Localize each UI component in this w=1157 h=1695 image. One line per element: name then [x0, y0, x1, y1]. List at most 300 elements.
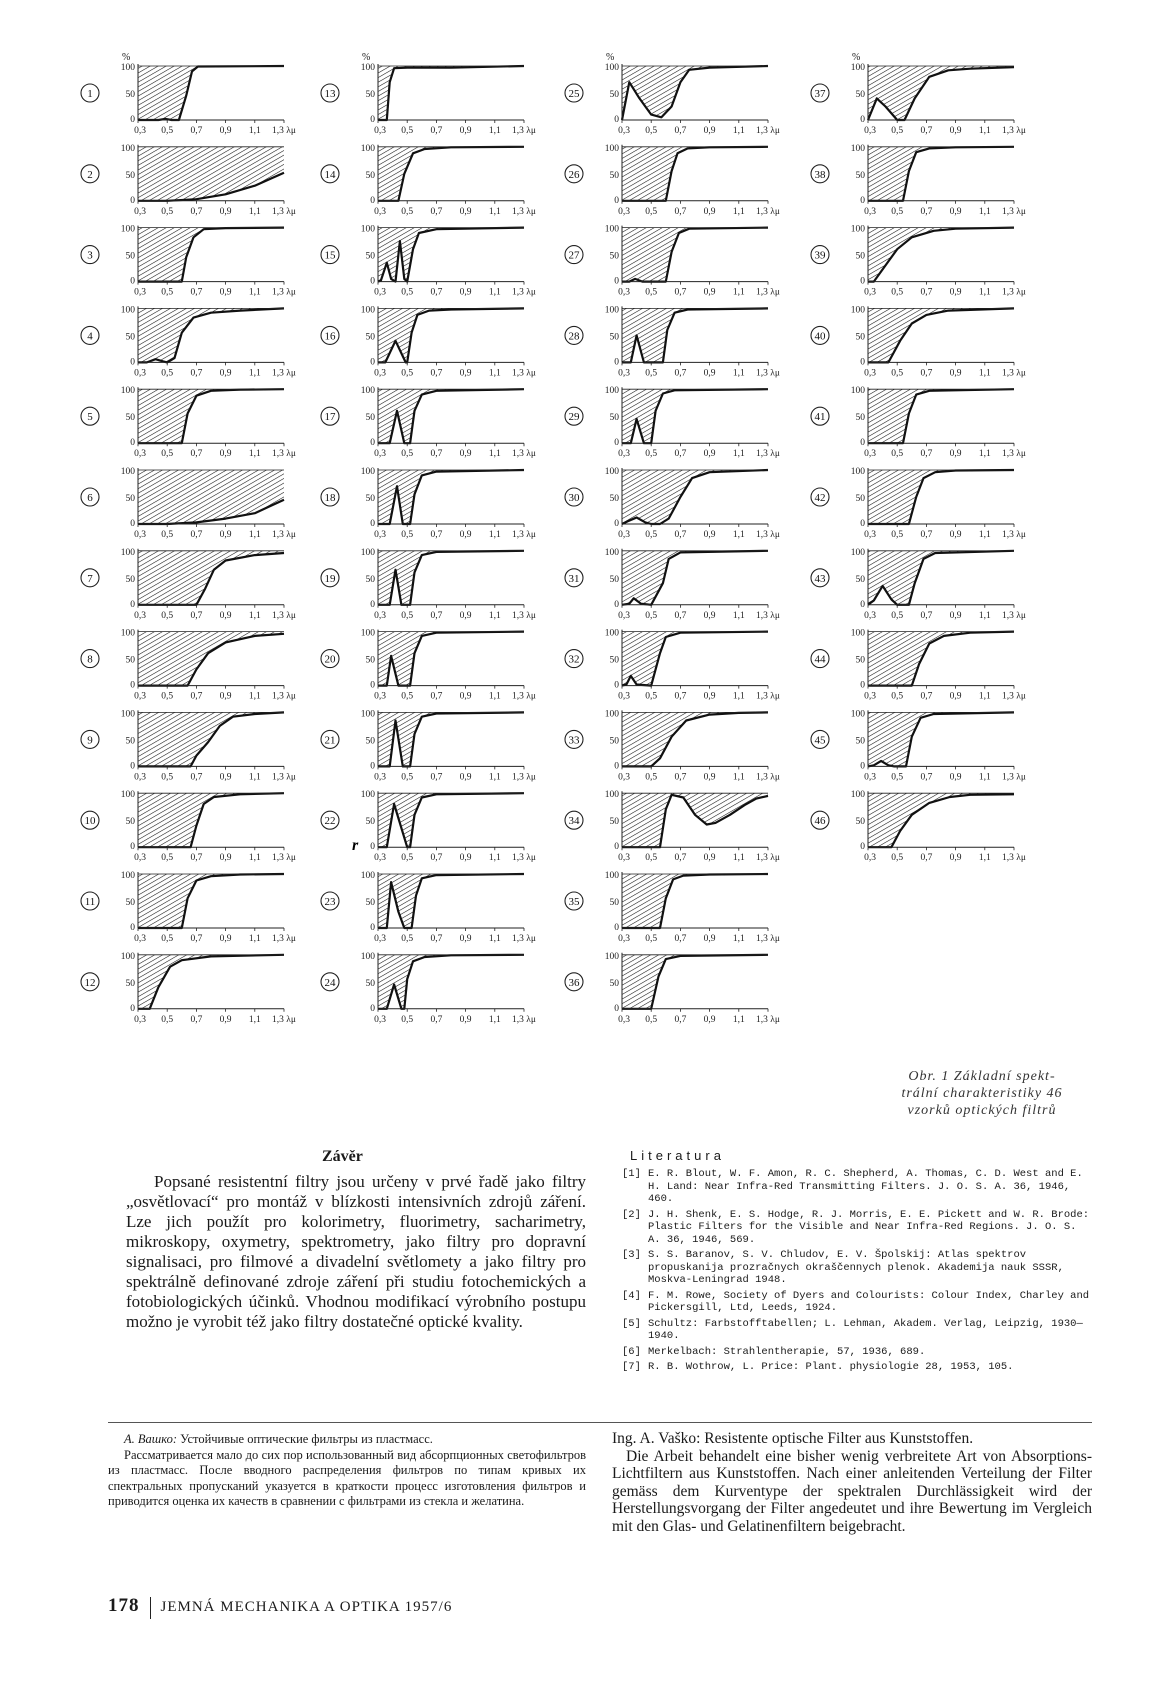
y-tick-label: 100	[360, 386, 375, 397]
x-tick-label: 0,5	[645, 530, 658, 540]
series-number: 17	[324, 411, 336, 424]
y-tick-label: 100	[360, 63, 375, 73]
x-tick-label: 0,3	[618, 449, 630, 460]
x-tick-label: 1,3 λμ	[1002, 691, 1026, 702]
y-tick-label: 0	[130, 842, 135, 853]
x-tick-label: 0,9	[459, 287, 472, 298]
reference-number: [3]	[622, 1249, 641, 1261]
x-tick-label: 1,1	[248, 206, 261, 217]
reference-item	[622, 1209, 1092, 1247]
series-number: 44	[814, 653, 826, 666]
y-tick-label: 50	[855, 413, 865, 424]
y-tick-label: 0	[130, 599, 135, 610]
y-tick-label: 0	[860, 438, 865, 449]
y-tick-label: 100	[604, 951, 619, 962]
x-tick-label: 0,3	[864, 853, 876, 864]
absorption-area	[378, 712, 524, 766]
x-tick-label: 0,9	[703, 934, 716, 944]
y-tick-label: 50	[609, 90, 619, 100]
x-tick-label: 0,9	[219, 287, 232, 298]
absorption-area	[868, 389, 1014, 443]
abstract-russian	[108, 1432, 586, 1510]
x-tick-label: 1,3 λμ	[756, 368, 780, 379]
filter-chart-41	[811, 386, 1026, 459]
filter-chart-16	[321, 305, 536, 378]
x-tick-label: 0,5	[161, 530, 174, 540]
series-number: 41	[814, 411, 826, 424]
reference-text: R. B. Wothrow, L. Price: Plant. physiologie 28, 1953, 105.	[648, 1361, 1014, 1373]
y-tick-label: 50	[609, 170, 619, 181]
reference-number: [5]	[622, 1317, 641, 1330]
x-tick-label: 0,9	[459, 530, 472, 540]
x-tick-label: 0,5	[891, 206, 904, 217]
y-tick-label: 50	[609, 574, 619, 585]
y-tick-label: 100	[360, 709, 375, 720]
x-tick-label: 0,5	[645, 126, 658, 136]
x-tick-label: 0,7	[920, 368, 933, 379]
x-tick-label: 1,1	[248, 610, 261, 621]
series-number: 46	[814, 815, 826, 828]
zaver-paragraph: Popsané resistentní filtry jsou určeny v prvé řadě jako filtry „osvětlovací“ pro montáž v blízkosti intensivních zdrojů záření. Lze jich použít pro kolorimetry, fluorimetry, sacharimetry, mikroskopy, oxymetry, spektrometry, jako filtry pro dopravní signalisaci, pro filmové a divadelní světlomety a jako filtry pro spektrálně definované zdroje záření při studiu fotochemických a fotobiologických účinků. Vhodnou modifikací výrobního postupu možno je vyrobit též jako filtry dostatečné optické kvality.	[126, 1172, 586, 1331]
x-tick-label: 0,3	[134, 368, 146, 379]
x-tick-label: 0,9	[459, 772, 472, 783]
series-number: 24	[324, 976, 336, 989]
series-number: 3	[87, 249, 93, 262]
x-tick-label: 1,1	[732, 1014, 745, 1025]
y-tick-label: 100	[850, 467, 865, 477]
x-tick-label: 0,7	[430, 449, 443, 460]
y-tick-label: 0	[860, 195, 865, 206]
absorption-area	[378, 874, 524, 928]
y-tick-label: 100	[604, 143, 619, 154]
x-tick-label: 1,3 λμ	[272, 610, 296, 621]
x-tick-label: 0,9	[219, 368, 232, 379]
absorption-area	[868, 228, 1014, 282]
y-tick-label: 50	[855, 655, 865, 666]
y-tick-label: 0	[614, 761, 619, 772]
x-tick-label: 0,7	[674, 287, 687, 298]
x-tick-label: 0,3	[134, 206, 146, 217]
x-tick-label: 0,5	[401, 610, 414, 621]
x-tick-label: 1,1	[732, 126, 745, 136]
x-tick-label: 1,1	[488, 126, 501, 136]
y-tick-label: 100	[604, 709, 619, 720]
x-tick-label: 1,1	[488, 691, 501, 702]
y-tick-label: 100	[120, 628, 135, 639]
x-tick-label: 0,3	[618, 126, 630, 136]
y-tick-label: 0	[370, 1003, 375, 1014]
x-tick-label: 1,1	[488, 934, 501, 944]
x-tick-label: 0,7	[920, 449, 933, 460]
x-tick-label: 0,5	[401, 368, 414, 379]
series-number: 39	[814, 249, 826, 262]
x-tick-label: 0,7	[674, 126, 687, 136]
filter-chart-34	[565, 790, 780, 863]
series-number: 9	[87, 734, 93, 747]
x-tick-label: 0,9	[949, 368, 962, 379]
y-tick-label: 0	[370, 438, 375, 449]
absorption-area	[138, 389, 284, 443]
series-number: 25	[568, 88, 580, 100]
x-tick-label: 0,3	[374, 1014, 386, 1025]
reference-number: [4]	[622, 1289, 641, 1302]
x-tick-label: 1,3 λμ	[512, 1014, 536, 1025]
filter-chart-29	[565, 386, 780, 459]
x-tick-label: 1,1	[248, 126, 261, 136]
stray-mark: r	[352, 837, 359, 854]
x-tick-label: 0,7	[674, 368, 687, 379]
x-tick-label: 0,9	[219, 772, 232, 783]
y-tick-label: 50	[365, 90, 375, 100]
x-tick-label: 0,9	[219, 934, 232, 944]
filter-chart-9	[81, 709, 296, 782]
x-tick-label: 1,3 λμ	[756, 934, 780, 944]
footer-divider	[150, 1597, 151, 1619]
series-number: 7	[87, 572, 93, 585]
reference-item	[622, 1168, 1092, 1206]
x-tick-label: 1,1	[488, 1014, 501, 1025]
x-tick-label: 0,5	[891, 287, 904, 298]
x-tick-label: 0,3	[618, 206, 630, 217]
x-tick-label: 0,7	[190, 610, 203, 621]
y-tick-label: 50	[609, 251, 619, 262]
y-tick-label: 0	[860, 599, 865, 610]
x-tick-label: 0,7	[920, 287, 933, 298]
x-tick-label: 1,1	[488, 772, 501, 783]
series-number: 26	[568, 168, 580, 181]
x-tick-label: 0,9	[703, 368, 716, 379]
absorption-area	[868, 632, 1014, 686]
x-tick-label: 0,5	[891, 126, 904, 136]
x-tick-label: 0,5	[891, 691, 904, 702]
x-tick-label: 0,9	[219, 530, 232, 540]
x-tick-label: 0,5	[161, 772, 174, 783]
absorption-area	[868, 470, 1014, 524]
y-tick-label: 50	[125, 332, 135, 343]
x-tick-label: 0,7	[674, 1014, 687, 1025]
filter-chart-26	[565, 144, 780, 217]
x-tick-label: 1,3 λμ	[512, 691, 536, 702]
y-tick-label: 50	[125, 251, 135, 262]
x-tick-label: 1,3 λμ	[1002, 530, 1026, 540]
x-tick-label: 0,9	[703, 610, 716, 621]
x-tick-label: 0,5	[645, 691, 658, 702]
y-tick-label: 50	[609, 494, 619, 504]
y-tick-label: 50	[855, 736, 865, 747]
x-tick-label: 0,3	[618, 691, 630, 702]
x-tick-label: 0,3	[374, 772, 386, 783]
x-tick-label: 0,7	[920, 772, 933, 783]
x-tick-label: 1,1	[732, 610, 745, 621]
x-tick-label: 0,5	[161, 853, 174, 864]
x-tick-label: 1,1	[732, 368, 745, 379]
x-tick-label: 1,3 λμ	[272, 206, 296, 217]
x-tick-label: 0,9	[459, 449, 472, 460]
absorption-area	[378, 389, 524, 443]
x-tick-label: 0,7	[430, 691, 443, 702]
filter-chart-19	[321, 548, 536, 621]
filter-chart-5	[81, 386, 296, 459]
reference-text: Schultz: Farbstofftabellen; L. Lehman, Akadem. Verlag, Leipzig, 1930—1940.	[648, 1317, 1083, 1342]
percent-label: %	[852, 52, 861, 63]
y-tick-label: 100	[850, 547, 865, 558]
x-tick-label: 0,9	[219, 449, 232, 460]
y-tick-label: 50	[365, 332, 375, 343]
y-tick-label: 100	[360, 871, 375, 881]
series-number: 32	[568, 653, 580, 666]
section-body-zaver	[126, 1172, 586, 1332]
y-tick-label: 0	[370, 519, 375, 529]
y-tick-label: 0	[370, 115, 375, 125]
x-tick-label: 0,3	[134, 772, 146, 783]
absorption-area	[622, 874, 768, 928]
x-tick-label: 0,5	[645, 1014, 658, 1025]
x-tick-label: 0,3	[864, 610, 876, 621]
absorption-area	[378, 632, 524, 686]
y-tick-label: 100	[120, 871, 135, 881]
x-tick-label: 0,3	[374, 126, 386, 136]
x-tick-label: 0,7	[190, 368, 203, 379]
x-tick-label: 0,7	[674, 449, 687, 460]
percent-label: %	[606, 52, 615, 63]
section-title-zaver: Závěr	[322, 1148, 363, 1165]
filter-chart-7	[81, 548, 296, 621]
x-tick-label: 0,5	[161, 449, 174, 460]
x-tick-label: 0,9	[219, 691, 232, 702]
y-tick-label: 50	[125, 170, 135, 181]
absorption-area	[138, 147, 284, 201]
x-tick-label: 1,1	[978, 126, 991, 136]
x-tick-label: 1,3 λμ	[512, 449, 536, 460]
series-number: 19	[324, 572, 336, 585]
y-tick-label: 0	[370, 195, 375, 206]
y-tick-label: 50	[365, 978, 375, 989]
x-tick-label: 0,7	[430, 126, 443, 136]
x-tick-label: 0,7	[190, 691, 203, 702]
x-tick-label: 1,1	[248, 691, 261, 702]
x-tick-label: 1,3 λμ	[756, 126, 780, 136]
x-tick-label: 1,1	[732, 206, 745, 217]
y-tick-label: 0	[130, 923, 135, 933]
x-tick-label: 1,3 λμ	[756, 691, 780, 702]
filter-chart-45	[811, 709, 1026, 782]
absorption-area	[378, 308, 524, 362]
series-number: 27	[568, 249, 580, 262]
x-tick-label: 0,7	[674, 206, 687, 217]
y-tick-label: 50	[855, 251, 865, 262]
filter-chart-6	[81, 467, 296, 540]
reference-item	[622, 1290, 1092, 1315]
y-tick-label: 50	[125, 898, 135, 908]
x-tick-label: 0,9	[703, 853, 716, 864]
series-number: 15	[324, 249, 336, 262]
x-tick-label: 0,3	[864, 530, 876, 540]
x-tick-label: 0,9	[219, 206, 232, 217]
absorption-area	[868, 712, 1014, 766]
x-tick-label: 0,5	[401, 853, 414, 864]
x-tick-label: 1,3 λμ	[512, 530, 536, 540]
page-number: 178	[108, 1595, 140, 1616]
y-tick-label: 0	[130, 195, 135, 206]
x-tick-label: 0,3	[134, 853, 146, 864]
x-tick-label: 1,3 λμ	[1002, 610, 1026, 621]
series-number: 18	[324, 492, 336, 504]
x-tick-label: 0,7	[190, 449, 203, 460]
abstract-ru-body: Рассматривается мало до сих пор использованный вид абсорпционных светофильтров из пластмасс. После вводного распределения фильтров по типам кривых их спектральных пропусканий указуется в краткости процесс изготовления фильтров и приводится оценка их качеств в сравнении с фильтрами из стекла и желатина.	[108, 1447, 586, 1508]
y-tick-label: 100	[120, 547, 135, 558]
y-tick-label: 0	[614, 680, 619, 691]
y-tick-label: 100	[120, 63, 135, 73]
x-tick-label: 0,7	[190, 934, 203, 944]
x-tick-label: 0,3	[134, 126, 146, 136]
x-tick-label: 0,3	[618, 1014, 630, 1025]
x-tick-label: 0,3	[864, 449, 876, 460]
x-tick-label: 0,5	[401, 530, 414, 540]
x-tick-label: 1,1	[488, 853, 501, 864]
absorption-area	[622, 551, 768, 605]
x-tick-label: 1,3 λμ	[1002, 449, 1026, 460]
series-number: 35	[568, 896, 580, 908]
x-tick-label: 1,3 λμ	[1002, 368, 1026, 379]
y-tick-label: 50	[855, 90, 865, 100]
reference-text: S. S. Baranov, S. V. Chludov, E. V. Špolskij: Atlas spektrov propuskanija prozračnych okraščennych plenok. Akademija nauk SSSR, Moskva-Leningrad 1948.	[648, 1249, 1064, 1286]
x-tick-label: 0,9	[949, 610, 962, 621]
page-footer	[108, 1595, 452, 1619]
reference-text: E. R. Blout, W. F. Amon, R. C. Shepherd, A. Thomas, C. D. West and E. H. Land: Near Infra-Red Transmitting Filters. J. O. S. A. 36, 1946, 460.	[648, 1168, 1083, 1205]
x-tick-label: 0,7	[920, 126, 933, 136]
x-tick-label: 0,3	[864, 368, 876, 379]
x-tick-label: 1,1	[978, 530, 991, 540]
filter-chart-27	[565, 225, 780, 298]
x-tick-label: 1,1	[978, 206, 991, 217]
series-number: 31	[568, 572, 580, 585]
y-tick-label: 50	[125, 817, 135, 828]
y-tick-label: 100	[850, 790, 865, 801]
reference-text: Merkelbach: Strahlentherapie, 57, 1936, 689.	[648, 1345, 926, 1358]
x-tick-label: 1,3 λμ	[512, 934, 536, 944]
figure-caption	[872, 1068, 1092, 1119]
y-tick-label: 0	[130, 1003, 135, 1014]
x-tick-label: 0,5	[161, 691, 174, 702]
x-tick-label: 1,1	[488, 287, 501, 298]
y-tick-label: 100	[120, 951, 135, 962]
y-tick-label: 50	[125, 90, 135, 100]
x-tick-label: 0,5	[891, 610, 904, 621]
x-tick-label: 1,1	[978, 772, 991, 783]
x-tick-label: 1,3 λμ	[512, 126, 536, 136]
abstract-ru-title: Устойчивые оптические фильтры из пластмасс.	[177, 1432, 433, 1446]
x-tick-label: 1,3 λμ	[756, 610, 780, 621]
x-tick-label: 0,7	[430, 206, 443, 217]
series-number: 11	[84, 896, 96, 908]
absorption-area	[622, 147, 768, 201]
filter-chart-8	[81, 629, 296, 702]
y-tick-label: 100	[360, 790, 375, 801]
x-tick-label: 0,9	[459, 126, 472, 136]
series-number: 4	[87, 330, 93, 343]
y-tick-label: 50	[125, 574, 135, 585]
y-tick-label: 100	[604, 63, 619, 73]
x-tick-label: 0,7	[920, 530, 933, 540]
x-tick-label: 1,3 λμ	[756, 287, 780, 298]
y-tick-label: 0	[614, 923, 619, 933]
x-tick-label: 0,5	[891, 449, 904, 460]
x-tick-label: 0,7	[190, 287, 203, 298]
x-tick-label: 1,1	[978, 449, 991, 460]
x-tick-label: 0,5	[645, 610, 658, 621]
absorption-area	[622, 793, 768, 847]
x-tick-label: 1,3 λμ	[1002, 126, 1026, 136]
x-tick-label: 0,9	[703, 772, 716, 783]
x-tick-label: 0,9	[949, 287, 962, 298]
x-tick-label: 0,3	[374, 610, 386, 621]
x-tick-label: 0,5	[645, 853, 658, 864]
series-number: 36	[568, 976, 580, 989]
filter-chart-40	[811, 305, 1026, 378]
x-tick-label: 1,3 λμ	[512, 206, 536, 217]
filter-chart-1	[81, 52, 296, 136]
y-tick-label: 0	[614, 357, 619, 368]
x-tick-label: 0,5	[161, 126, 174, 136]
x-tick-label: 0,5	[401, 449, 414, 460]
x-tick-label: 0,5	[891, 853, 904, 864]
series-number: 12	[84, 976, 96, 989]
y-tick-label: 100	[604, 547, 619, 558]
series-number: 22	[324, 815, 336, 828]
x-tick-label: 0,5	[645, 287, 658, 298]
journal-name: JEMNÁ MECHANIKA A OPTIKA 1957/6	[160, 1599, 453, 1615]
x-tick-label: 0,7	[190, 126, 203, 136]
y-tick-label: 0	[614, 195, 619, 206]
y-tick-label: 100	[360, 224, 375, 235]
absorption-area	[868, 147, 1014, 201]
reference-number: [6]	[622, 1345, 641, 1358]
absorption-area	[622, 228, 768, 282]
x-tick-label: 0,3	[134, 934, 146, 944]
x-tick-label: 1,3 λμ	[272, 772, 296, 783]
x-tick-label: 1,1	[978, 691, 991, 702]
absorption-area	[138, 874, 284, 928]
series-number: 1	[87, 88, 93, 100]
series-number: 14	[324, 168, 336, 181]
absorption-area	[138, 955, 284, 1009]
series-number: 10	[84, 815, 96, 828]
filter-chart-28	[565, 305, 780, 378]
x-tick-label: 0,7	[430, 530, 443, 540]
y-tick-label: 50	[125, 494, 135, 504]
y-tick-label: 0	[370, 761, 375, 772]
x-tick-label: 0,5	[645, 449, 658, 460]
x-tick-label: 0,7	[920, 206, 933, 217]
x-tick-label: 0,3	[374, 206, 386, 217]
x-tick-label: 0,9	[459, 206, 472, 217]
x-tick-label: 0,9	[703, 126, 716, 136]
x-tick-label: 0,7	[430, 368, 443, 379]
filter-chart-37	[811, 52, 1026, 136]
series-number: 6	[87, 492, 93, 504]
y-tick-label: 0	[130, 438, 135, 449]
y-tick-label: 50	[855, 170, 865, 181]
x-tick-label: 0,9	[459, 853, 472, 864]
caption-line: vzorků optických filtrů	[907, 1103, 1057, 1118]
x-tick-label: 1,3 λμ	[512, 287, 536, 298]
y-tick-label: 50	[609, 736, 619, 747]
filter-chart-30	[565, 467, 780, 540]
y-tick-label: 100	[604, 790, 619, 801]
y-tick-label: 100	[360, 305, 375, 316]
y-tick-label: 50	[365, 655, 375, 666]
x-tick-label: 0,5	[161, 287, 174, 298]
